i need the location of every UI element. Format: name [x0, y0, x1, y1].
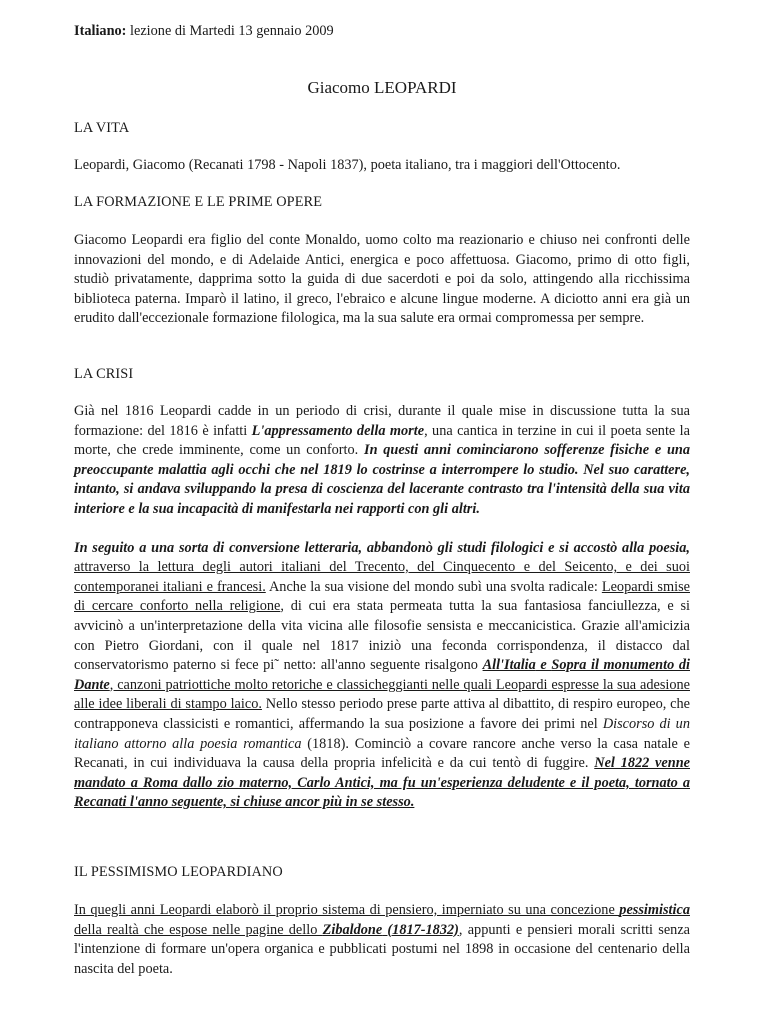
text-run: (1818). Cominciò a covare rancore anche verso la casa natale e Recanati, in cui individuava la causa della propria infelicità e da cui tentò di fuggire. [74, 735, 690, 772]
page-title: Giacomo LEOPARDI [307, 78, 457, 97]
subject-label: Italiano: [74, 23, 127, 39]
pessimismo-text [74, 901, 690, 979]
text-run: Nello stesso periodo prese parte attiva al dibattito, di respiro europeo, che contrapponeva classicisti e romantici, affermando la sua posizione a favore dei primi nel [74, 696, 690, 732]
underlined-text: In quegli anni Leopardi elaborò il proprio sistema di pensiero, imperniato su una concezione [74, 902, 620, 918]
heading-formazione: LA FORMAZIONE E LE PRIME OPERE [74, 194, 323, 210]
work-title: Zibaldone [322, 921, 383, 938]
emphasis-text: pessimistica [619, 902, 690, 918]
text-run: , una cantica in terzine in cui il poeta sente la morte, che crede imminente, come un conforto. [74, 422, 690, 459]
crisi-paragraph-2 [74, 539, 690, 813]
vita-text: Leopardi, Giacomo (Recanati 1798 - Napoli 1837), poeta italiano, tra i maggiori dell'Ottocento. [74, 157, 621, 173]
emphasis-text: Nel 1822 venne mandato a Roma dallo zio materno, Carlo Antici, ma fu un'esperienza deludente e il poeta, tornato a Recanati l'anno seguente, si chiuse ancor più in se stesso. [74, 755, 690, 811]
text-run: , di cui era stata permeata tutta la sua fantasiosa fanciullezza, e si avvicinò a un'interpretazione della vita vicina alle filosofie sensista e meccanicistica. Grazie all'amicizia con Pietro Giordani, con il quale nel 1817 iniziò una feconda corrispondenza, il distacco dal conservatorismo paterno si fece pi˜ netto: all'anno seguente risalgono [74, 598, 690, 674]
formazione-text: Giacomo Leopardi era figlio del conte Monaldo, uomo colto ma reazionario e chiuso nei confronti delle innovazioni del mondo, e di Adelaide Antici, energica e poco affettuosa. Giacomo, primo di otto figli, studiò privatamente, dapprima sotto la guida di due sacerdoti e poi da solo, attingendo alla ricchissima biblioteca paterna. Imparò il latino, il greco, l'ebraico e alcune lingue moderne. A diciotto anni era già un erudito dall'eccezionale formazione filologica, ma la sua salute era ormai compromessa per sempre. [74, 232, 690, 327]
section-vita [74, 156, 690, 176]
underlined-text: Leopardi smise di cercare conforto nella religione [74, 578, 690, 615]
lesson-date: lezione di Martedi 13 gennaio 2009 [126, 23, 334, 39]
work-title: L'appressamento della morte [251, 422, 425, 439]
work-title: Discorso di un italiano attorno alla poesia romantica [74, 715, 690, 752]
underlined-text: della realtà che espose nelle pagine dello [74, 921, 323, 938]
underlined-text: , canzoni patriottiche molto retoriche e classicheggianti nelle quali Leopardi espresse la sua adesione alle idee liberali di stampo laico. [74, 676, 690, 713]
section-crisi [74, 402, 690, 813]
crisi-paragraph-1 [74, 402, 690, 520]
underlined-text: attraverso la lettura degli autori italiani del Trecento, del Cinquecento e del Seicento, e dei suoi contemporanei italiani e francesi. [74, 559, 690, 595]
text-run: Anche la sua visione del mondo subì una svolta radicale: [265, 578, 602, 595]
text-run: Già nel 1816 Leopardi cadde in un periodo di crisi, durante il quale mise in discussione tutta la sua formazione: del 1816 è infatti [74, 403, 690, 439]
emphasis-text: In questi anni cominciarono sofferenze fisiche e una preoccupante malattia agli occhi che nel 1819 lo costrinse a interrompere lo studio. Nel suo carattere, intanto, si andava sviluppando la presa di coscienza del lacerante contrasto tra l'intensità della sua vita interiore e la sua incapacità di manifestarla nei rapporti con gli altri. [74, 442, 691, 517]
work-title: Sopra il monumento di Dante [74, 657, 690, 693]
emphasis-text: In seguito a una sorta di conversione letteraria, abbandonò gli studi filologici e si accostò alla poesia, [74, 539, 690, 556]
work-title: All'Italia [482, 657, 536, 674]
heading-crisi: LA CRISI [74, 366, 134, 382]
text-run: e [535, 657, 552, 674]
heading-vita: LA VITA [74, 120, 130, 136]
heading-pessimismo: IL PESSIMISMO LEOPARDIANO [74, 864, 283, 880]
section-pessimismo [74, 901, 690, 979]
text-run: , appunti e pensieri morali scritti senza l'intenzione di formare un'opera organica e pubblicati postumi nel 1898 in occasione del centenario della nascita del poeta. [74, 921, 691, 977]
date-range: (1817-1832) [382, 921, 459, 938]
lesson-header [74, 22, 690, 42]
section-formazione [74, 231, 690, 329]
